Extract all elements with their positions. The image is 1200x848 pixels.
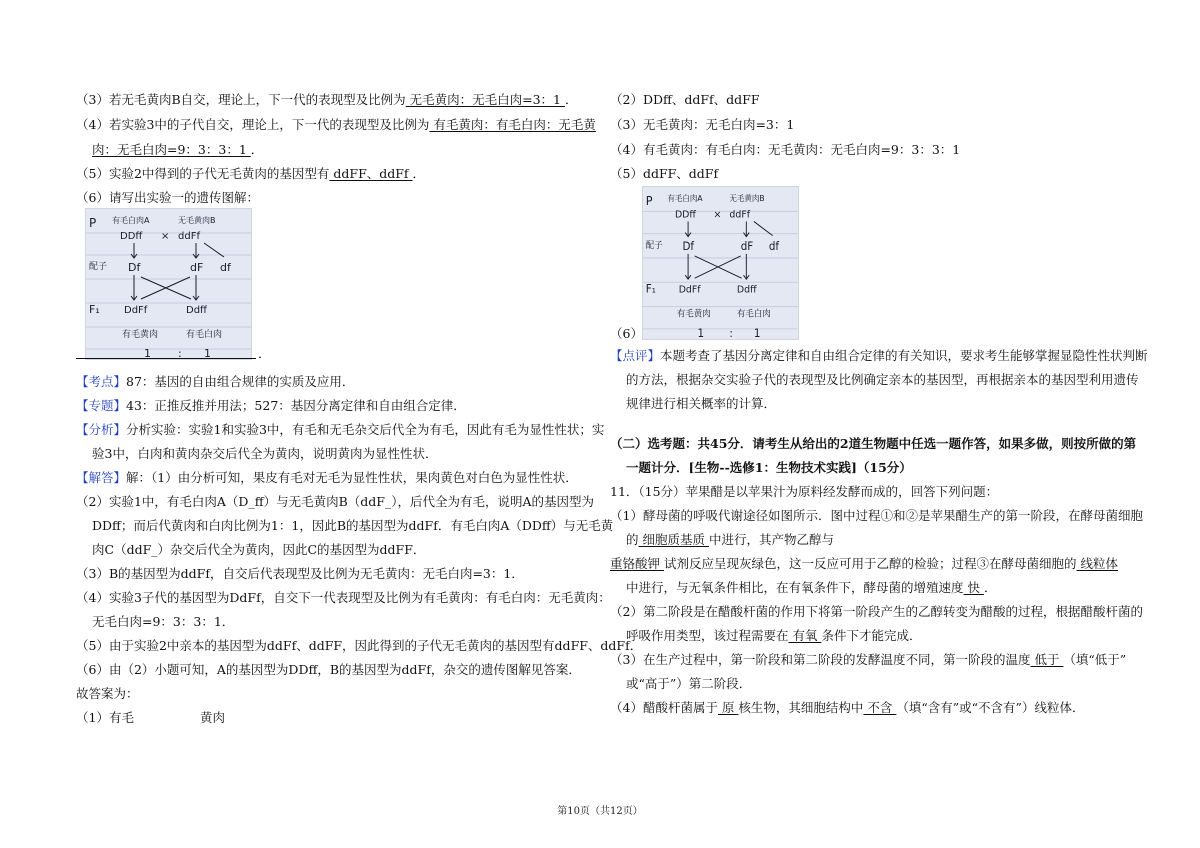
diagram-underline xyxy=(76,344,256,359)
answer-1: （1）有毛 黄肉 xyxy=(76,710,225,725)
answer-line-6: （6）请写出实验一的遗传图解： xyxy=(76,190,259,205)
offspring-1-genotype: DdFf xyxy=(678,284,701,296)
ratio-2: 1 xyxy=(753,326,761,339)
parent-b-genotype: ddFf xyxy=(178,231,200,242)
section-heading-2: 一题计分．[生物--选修1：生物技术实践]（15分） xyxy=(626,460,912,475)
ratio-colon: : xyxy=(178,347,182,359)
page-footer: 第10页（共12页） xyxy=(557,806,643,817)
q11-part1-line1: （1）酵母菌的呼吸代谢途径如图所示．图中过程①和②是苹果醋生产的第一阶段，在酵母菌细胞 xyxy=(610,508,1143,523)
gamete-1: Df xyxy=(128,261,141,274)
parent-a-phenotype: 有毛白肉A xyxy=(667,193,703,204)
gamete-3: df xyxy=(220,261,231,274)
jieda-line-6: （4）实验3子代的基因型为DdFf，自交下一代表现型及比例为有毛黄肉：有毛白肉：无毛黄肉： xyxy=(76,590,611,605)
jieda-line-8: （5）由于实验2中亲本的基因型为ddFf、ddFF，因此得到的子代无毛黄肉的基因型有ddFF、ddFf． xyxy=(76,638,643,653)
parent-b-phenotype: 无毛黄肉B xyxy=(729,193,765,204)
genetic-diagram-photo-right xyxy=(642,186,799,340)
jieda-tag: 【解答】 xyxy=(76,470,127,485)
jieda-line-9: （6）由（2）小题可知，A的基因型为DDff，B的基因型为ddFf，杂交的遗传图解见答案． xyxy=(76,662,581,677)
f1-label: F₁ xyxy=(645,282,656,296)
f1-label: F₁ xyxy=(89,303,100,316)
jieda-line-5: （3）B的基因型为ddFf，自交后代表现型及比例为无毛黄肉：无毛白肉=3：1． xyxy=(76,566,524,581)
p-label: P xyxy=(89,216,97,230)
dianping-line-1: 【点评】本题考查了基因分离定律和自由组合定律的有关知识，要求考生能够掌握显隐性性状判断 xyxy=(610,348,1148,363)
q11-part3-line2: 或“高于”）第二阶段． xyxy=(626,676,752,691)
jieda-line-7: 无毛白肉=9：3：3：1． xyxy=(92,614,235,629)
q11-part2-line2: 呼吸作用类型，该过程需要在 有氧 条件下才能完成． xyxy=(626,628,922,643)
final-answer-3: （3）无毛黄肉：无毛白肉=3：1 xyxy=(610,117,795,132)
fenxi-line-2: 验3中，白肉和黄肉杂交后代全为黄肉，说明黄肉为显性性状． xyxy=(92,446,438,461)
ratio-colon: : xyxy=(729,326,733,339)
offspring-2-phenotype: 有毛白肉 xyxy=(186,330,223,340)
diagram-line-end: ． xyxy=(258,346,271,361)
offspring-2-phenotype: 有毛白肉 xyxy=(736,309,771,320)
offspring-1-phenotype: 有毛黄肉 xyxy=(122,330,159,340)
genetic-diagram-svg xyxy=(86,209,251,359)
cross-symbol: × xyxy=(713,209,722,221)
answer-line-5: （5）实验2中得到的子代无毛黄肉的基因型有 ddFF、ddFf ． xyxy=(76,166,426,181)
offspring-1-phenotype: 有毛黄肉 xyxy=(676,309,711,320)
ratio-1: 1 xyxy=(697,326,705,339)
gamete-2: dF xyxy=(740,239,754,253)
zhuanti-tag: 【专题】 xyxy=(76,398,127,413)
ratio-1: 1 xyxy=(144,347,151,359)
parent-b-phenotype: 无毛黄肉B xyxy=(178,216,216,225)
genetic-diagram-svg-copy xyxy=(643,187,798,339)
offspring-1-genotype: DdFf xyxy=(124,305,148,316)
p-label: P xyxy=(645,193,653,209)
gamete-3: df xyxy=(768,239,780,253)
jieda-line-3: DDff；而后代黄肉和白肉比例为1：1，因此B的基因型为ddFf．有毛白肉A（DDff）与无毛黄 xyxy=(92,518,614,533)
final-answer-2: （2）DDff、ddFf、ddFF xyxy=(610,92,760,107)
q11-part1-line3: 重铬酸钾 试剂反应呈现灰绿色，这一反应可用于乙醇的检验；过程③在酵母菌细胞的 线粒体 xyxy=(610,556,1118,571)
dianping-line-2: 的方法，根据杂交实验子代的表现型及比例确定亲本的基因型，再根据亲本的基因型利用遗传 xyxy=(626,372,1139,387)
dianping-tag: 【点评】 xyxy=(610,348,661,363)
q11-part1-line2: 的 细胞质基质 中进行，其产物乙醇与 xyxy=(626,532,834,547)
answer-line-3: （3）若无毛黄肉B自交，理论上，下一代的表现型及比例为 无毛黄肉：无毛白肉=3：1 ． xyxy=(76,92,578,107)
parent-b-genotype: ddFf xyxy=(729,209,751,221)
parent-a-genotype: DDff xyxy=(674,209,696,221)
dianping-line-3: 规律进行相关概率的计算． xyxy=(626,396,777,411)
q11-part4: （4）醋酸杆菌属于 原 核生物，其细胞结构中 不含 （填“含有”或“不含有”）线粒体． xyxy=(610,700,1085,715)
gamete-2: dF xyxy=(190,261,204,274)
gamete-label: 配子 xyxy=(89,262,108,272)
gamete-1: Df xyxy=(682,239,695,253)
answer-line-4-cont: 肉：无毛白肉=9：3：3：1 ． xyxy=(92,142,264,157)
q11-part1-line4: 中进行，与无氧条件相比，在有氧条件下，酵母菌的增殖速度 快 ． xyxy=(626,580,997,595)
q11-part3-line1: （3）在生产过程中，第一阶段和第二阶段的发酵温度不同，第一阶段的温度 低于 （填“低于” xyxy=(610,652,1127,667)
section-heading-1: （二）选考题：共45分．请考生从给出的2道生物题中任选一题作答，如果多做，则按所做的第 xyxy=(610,436,1137,451)
offspring-2-genotype: Ddff xyxy=(186,305,207,316)
parent-a-phenotype: 有毛白肉A xyxy=(112,216,150,225)
zhuanti-line: 【专题】43：正推反推并用法；527：基因分离定律和自由组合定律． xyxy=(76,398,466,413)
fenxi-line-1: 【分析】分析实验：实验1和实验3中，有毛和无毛杂交后代全为有毛，因此有毛为显性性状；实 xyxy=(76,422,605,437)
answer-line-4: （4）若实验3中的子代自交，理论上，下一代的表现型及比例为 有毛黄肉：有毛白肉：无毛黄 xyxy=(76,117,596,132)
offspring-2-genotype: Ddff xyxy=(736,284,757,296)
ratio-2: 1 xyxy=(204,347,211,359)
final-answer-4: （4）有毛黄肉：有毛白肉：无毛黄肉：无毛白肉=9：3：3：1 xyxy=(610,142,961,157)
fenxi-tag: 【分析】 xyxy=(76,422,127,437)
jieda-line-1: 【解答】解：（1）由分析可知，果皮有毛对无毛为显性性状，果肉黄色对白色为显性性状． xyxy=(76,470,578,485)
answers-heading: 故答案为： xyxy=(76,686,139,701)
genetic-diagram-photo-left xyxy=(85,208,252,360)
gamete-label: 配子 xyxy=(645,240,663,251)
final-answer-5: （5）ddFF、ddFf xyxy=(610,166,719,181)
cross-symbol: × xyxy=(161,231,170,242)
parent-a-genotype: DDff xyxy=(120,231,143,242)
jieda-line-4: 肉C（ddF_）杂交后代全为黄肉，因此C的基因型为ddFF． xyxy=(92,542,426,557)
q11-part2-line1: （2）第二阶段是在醋酸杆菌的作用下将第一阶段产生的乙醇转变为醋酸的过程，根据醋酸杆菌的 xyxy=(610,604,1143,619)
jieda-line-2: （2）实验1中，有毛白肉A（D_ff）与无毛黄肉B（ddF_），后代全为有毛，说明A的基因型为 xyxy=(76,494,594,509)
kaodian-line: 【考点】87：基因的自由组合规律的实质及应用． xyxy=(76,374,355,389)
kaodian-tag: 【考点】 xyxy=(76,374,127,389)
question-11: 11．（15分）苹果醋是以苹果汁为原料经发酵而成的，回答下列问题： xyxy=(610,484,999,499)
final-answer-6: （6） xyxy=(610,326,643,341)
